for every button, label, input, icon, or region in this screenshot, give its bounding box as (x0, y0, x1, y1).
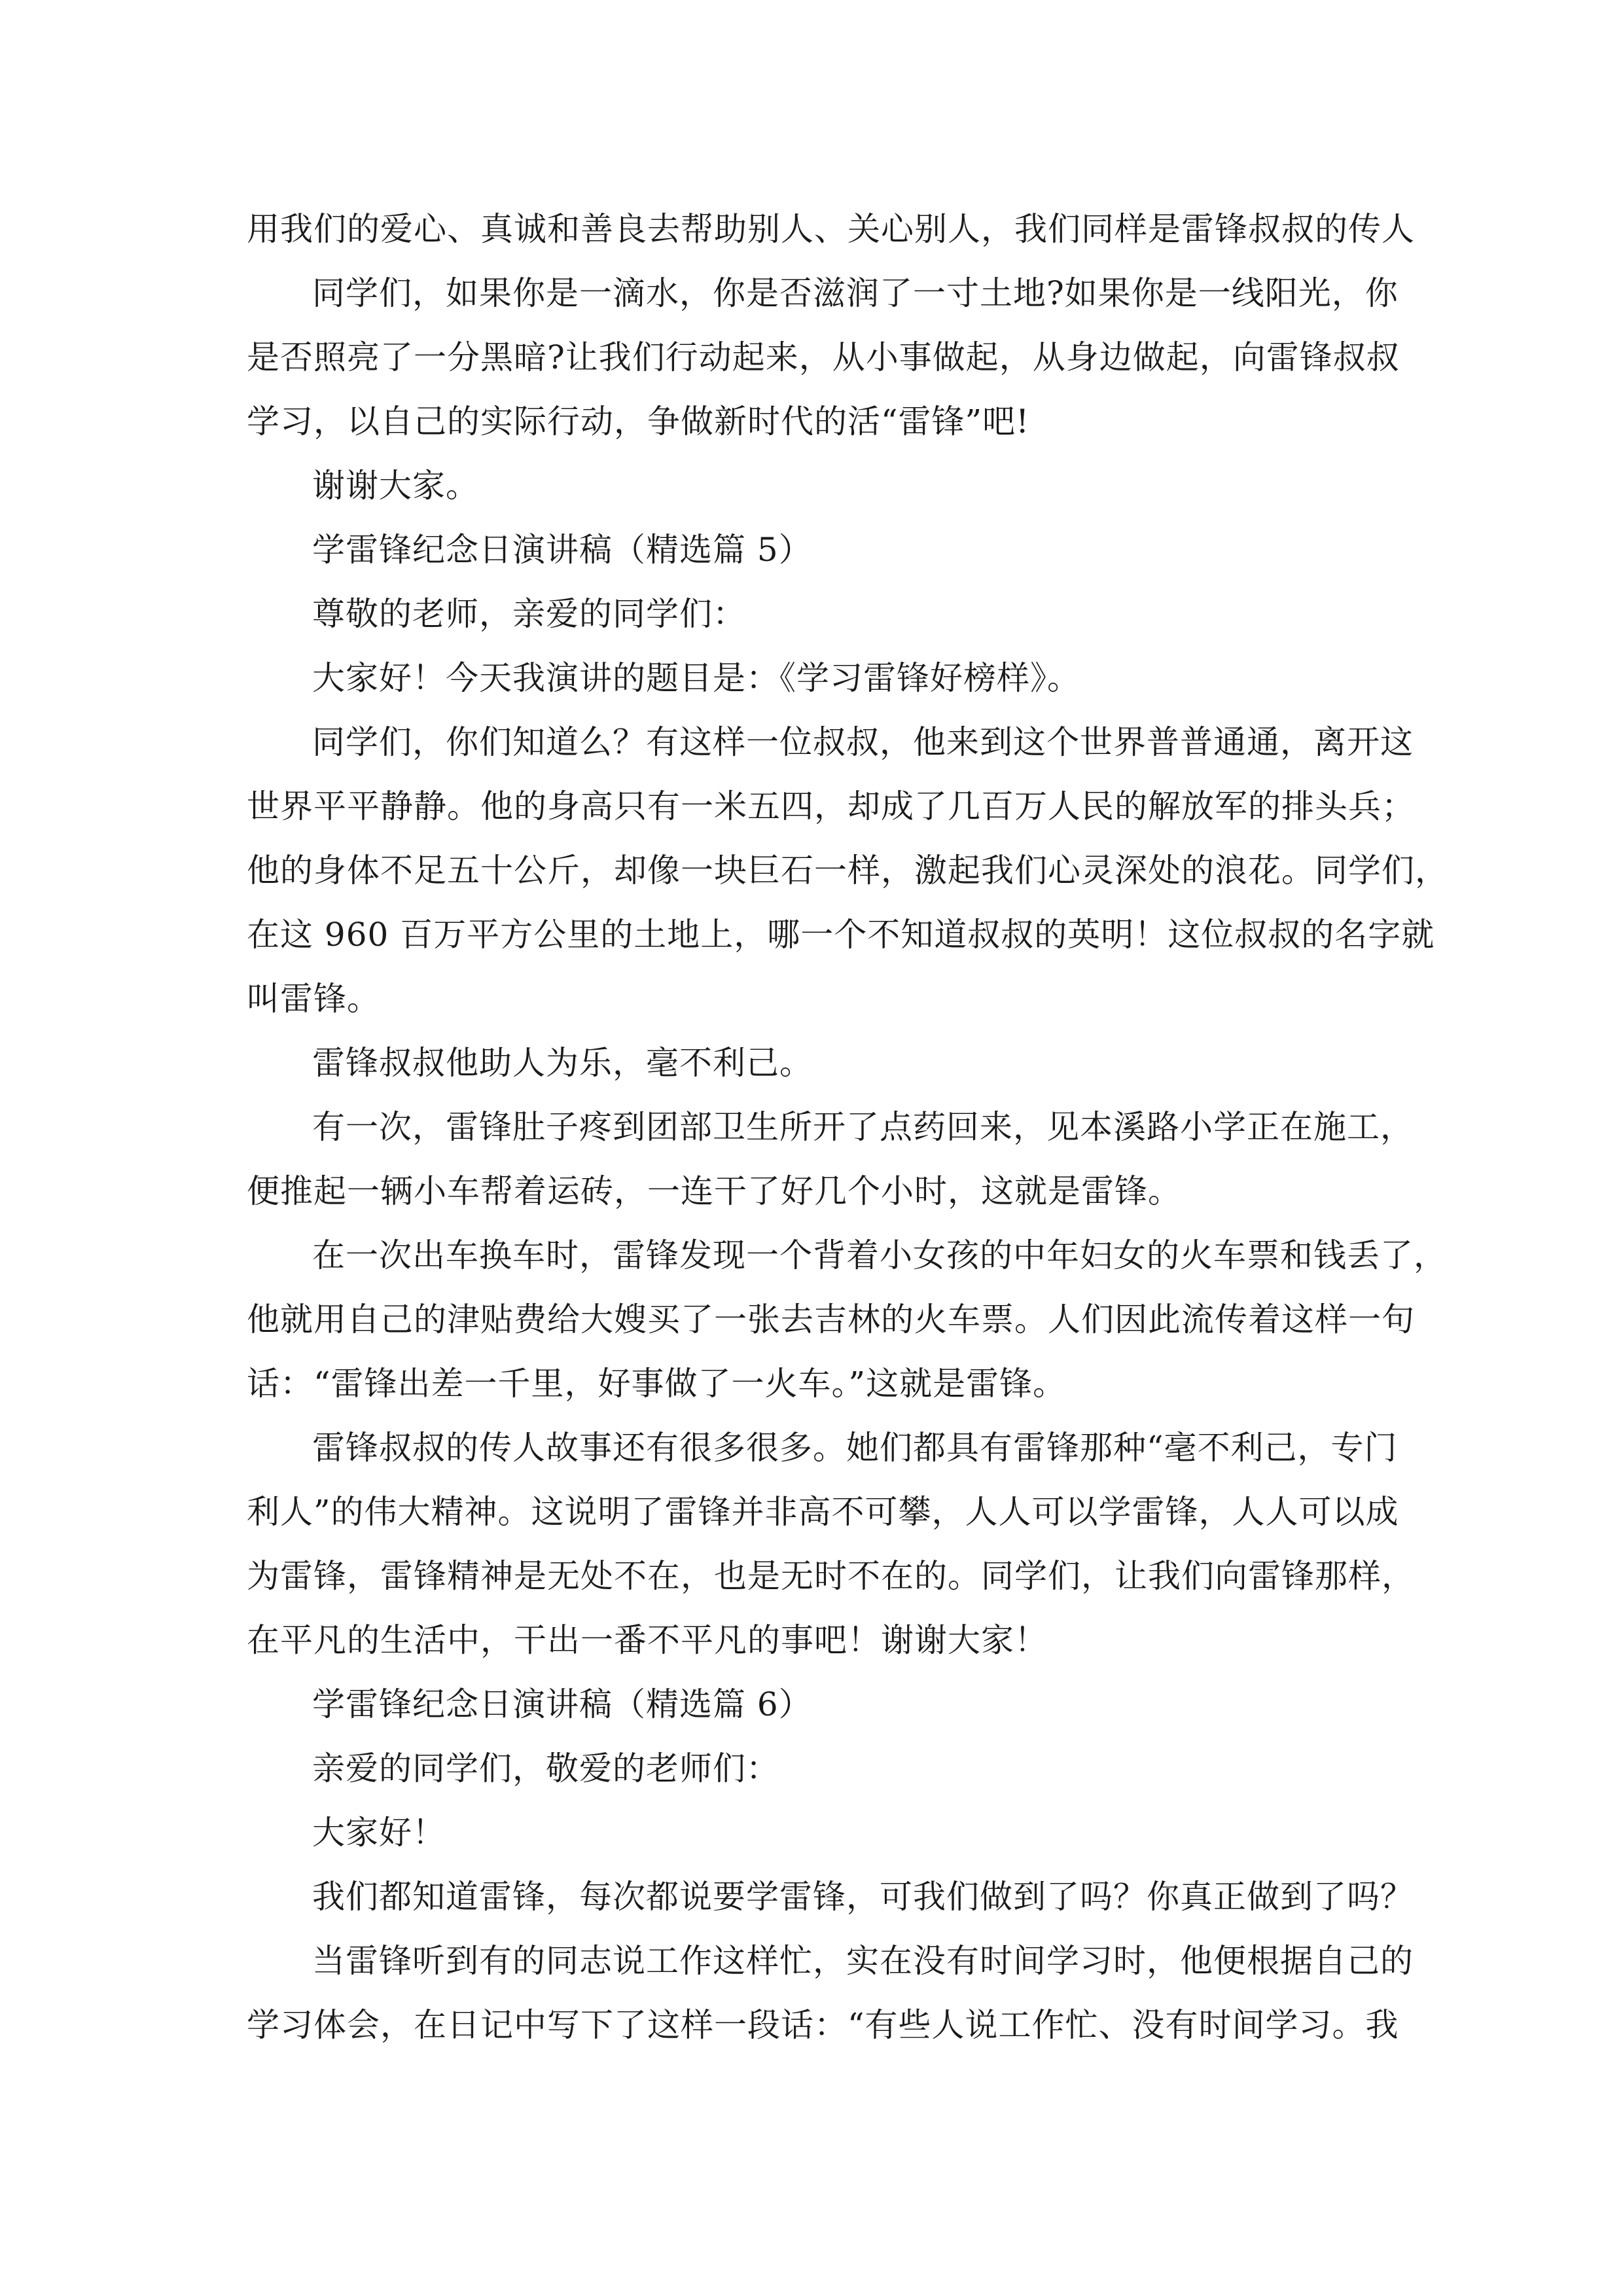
paragraph-line: 有一次，雷锋肚子疼到团部卫生所开了点药回来，见本溪路小学正在施工， (312, 1108, 1414, 1146)
section-title: 学雷锋纪念日演讲稿（精选篇 5） (312, 531, 812, 569)
paragraph-line: 在平凡的生活中，干出一番不平凡的事吧！谢谢大家！ (247, 1621, 1048, 1659)
paragraph-line: 便推起一辆小车帮着运砖，一连干了好几个小时，这就是雷锋。 (247, 1172, 1181, 1210)
paragraph-line: 在这 960 百万平方公里的土地上，哪一个不知道叔叔的英明！这位叔叔的名字就 (247, 916, 1435, 954)
paragraph-line: 学习体会，在日记中写下了这样一段话：“有些人说工作忙、没有时间学习。我 (247, 2006, 1399, 2044)
paragraph-line: 同学们，你们知道么？有这样一位叔叔，他来到这个世界普普通通，离开这 (312, 723, 1414, 761)
paragraph-line: 是否照亮了一分黑暗?让我们行动起来，从小事做起，从身边做起，向雷锋叔叔 (247, 338, 1400, 376)
paragraph-line: 雷锋叔叔他助人为乐，毫不利己。 (312, 1044, 813, 1082)
paragraph-line: 为雷锋，雷锋精神是无处不在，也是无时不在的。同学们，让我们向雷锋那样， (247, 1557, 1415, 1595)
paragraph-line: 话：“雷锋出差一千里，好事做了一火车。”这就是雷锋。 (247, 1365, 1067, 1403)
paragraph-line: 世界平平静静。他的身高只有一米五四，却成了几百万人民的解放军的排头兵； (247, 787, 1415, 825)
paragraph-line: 我们都知道雷锋，每次都说要学雷锋，可我们做到了吗？你真正做到了吗？ (312, 1878, 1414, 1916)
paragraph-line: 用我们的爱心、真诚和善良去帮助别人、关心别人，我们同样是雷锋叔叔的传人 (247, 210, 1415, 248)
section-title: 学雷锋纪念日演讲稿（精选篇 6） (312, 1685, 812, 1723)
paragraph-line: 大家好！今天我演讲的题目是：《学习雷锋好榜样》。 (312, 659, 1080, 697)
closing-line: 谢谢大家。 (312, 467, 479, 505)
paragraph-line: 当雷锋听到有的同志说工作这样忙，实在没有时间学习时，他便根据自己的 (312, 1942, 1414, 1980)
salutation-line: 亲爱的同学们，敬爱的老师们： (312, 1749, 779, 1787)
paragraph-line: 利人”的伟大精神。这说明了雷锋并非高不可攀，人人可以学雷锋，人人可以成 (247, 1493, 1399, 1531)
paragraph-line: 学习，以自己的实际行动，争做新时代的活“雷锋”吧! (247, 403, 1030, 440)
greeting-line: 大家好！ (312, 1814, 446, 1852)
salutation-line: 尊敬的老师，亲爱的同学们： (312, 595, 746, 633)
paragraph-line: 他就用自己的津贴费给大嫂买了一张去吉林的火车票。人们因此流传着这样一句 (247, 1300, 1415, 1338)
paragraph-line: 同学们，如果你是一滴水，你是否滋润了一寸土地?如果你是一线阳光，你 (312, 274, 1399, 312)
paragraph-line: 叫雷锋。 (247, 980, 380, 1018)
paragraph-line: 在一次出车换车时，雷锋发现一个背着小女孩的中年妇女的火车票和钱丢了， (312, 1236, 1447, 1274)
paragraph-line: 他的身体不足五十公斤，却像一块巨石一样，激起我们心灵深处的浪花。同学们， (247, 852, 1448, 889)
paragraph-line: 雷锋叔叔的传人故事还有很多很多。她们都具有雷锋那种“毫不利己，专门 (312, 1429, 1398, 1467)
